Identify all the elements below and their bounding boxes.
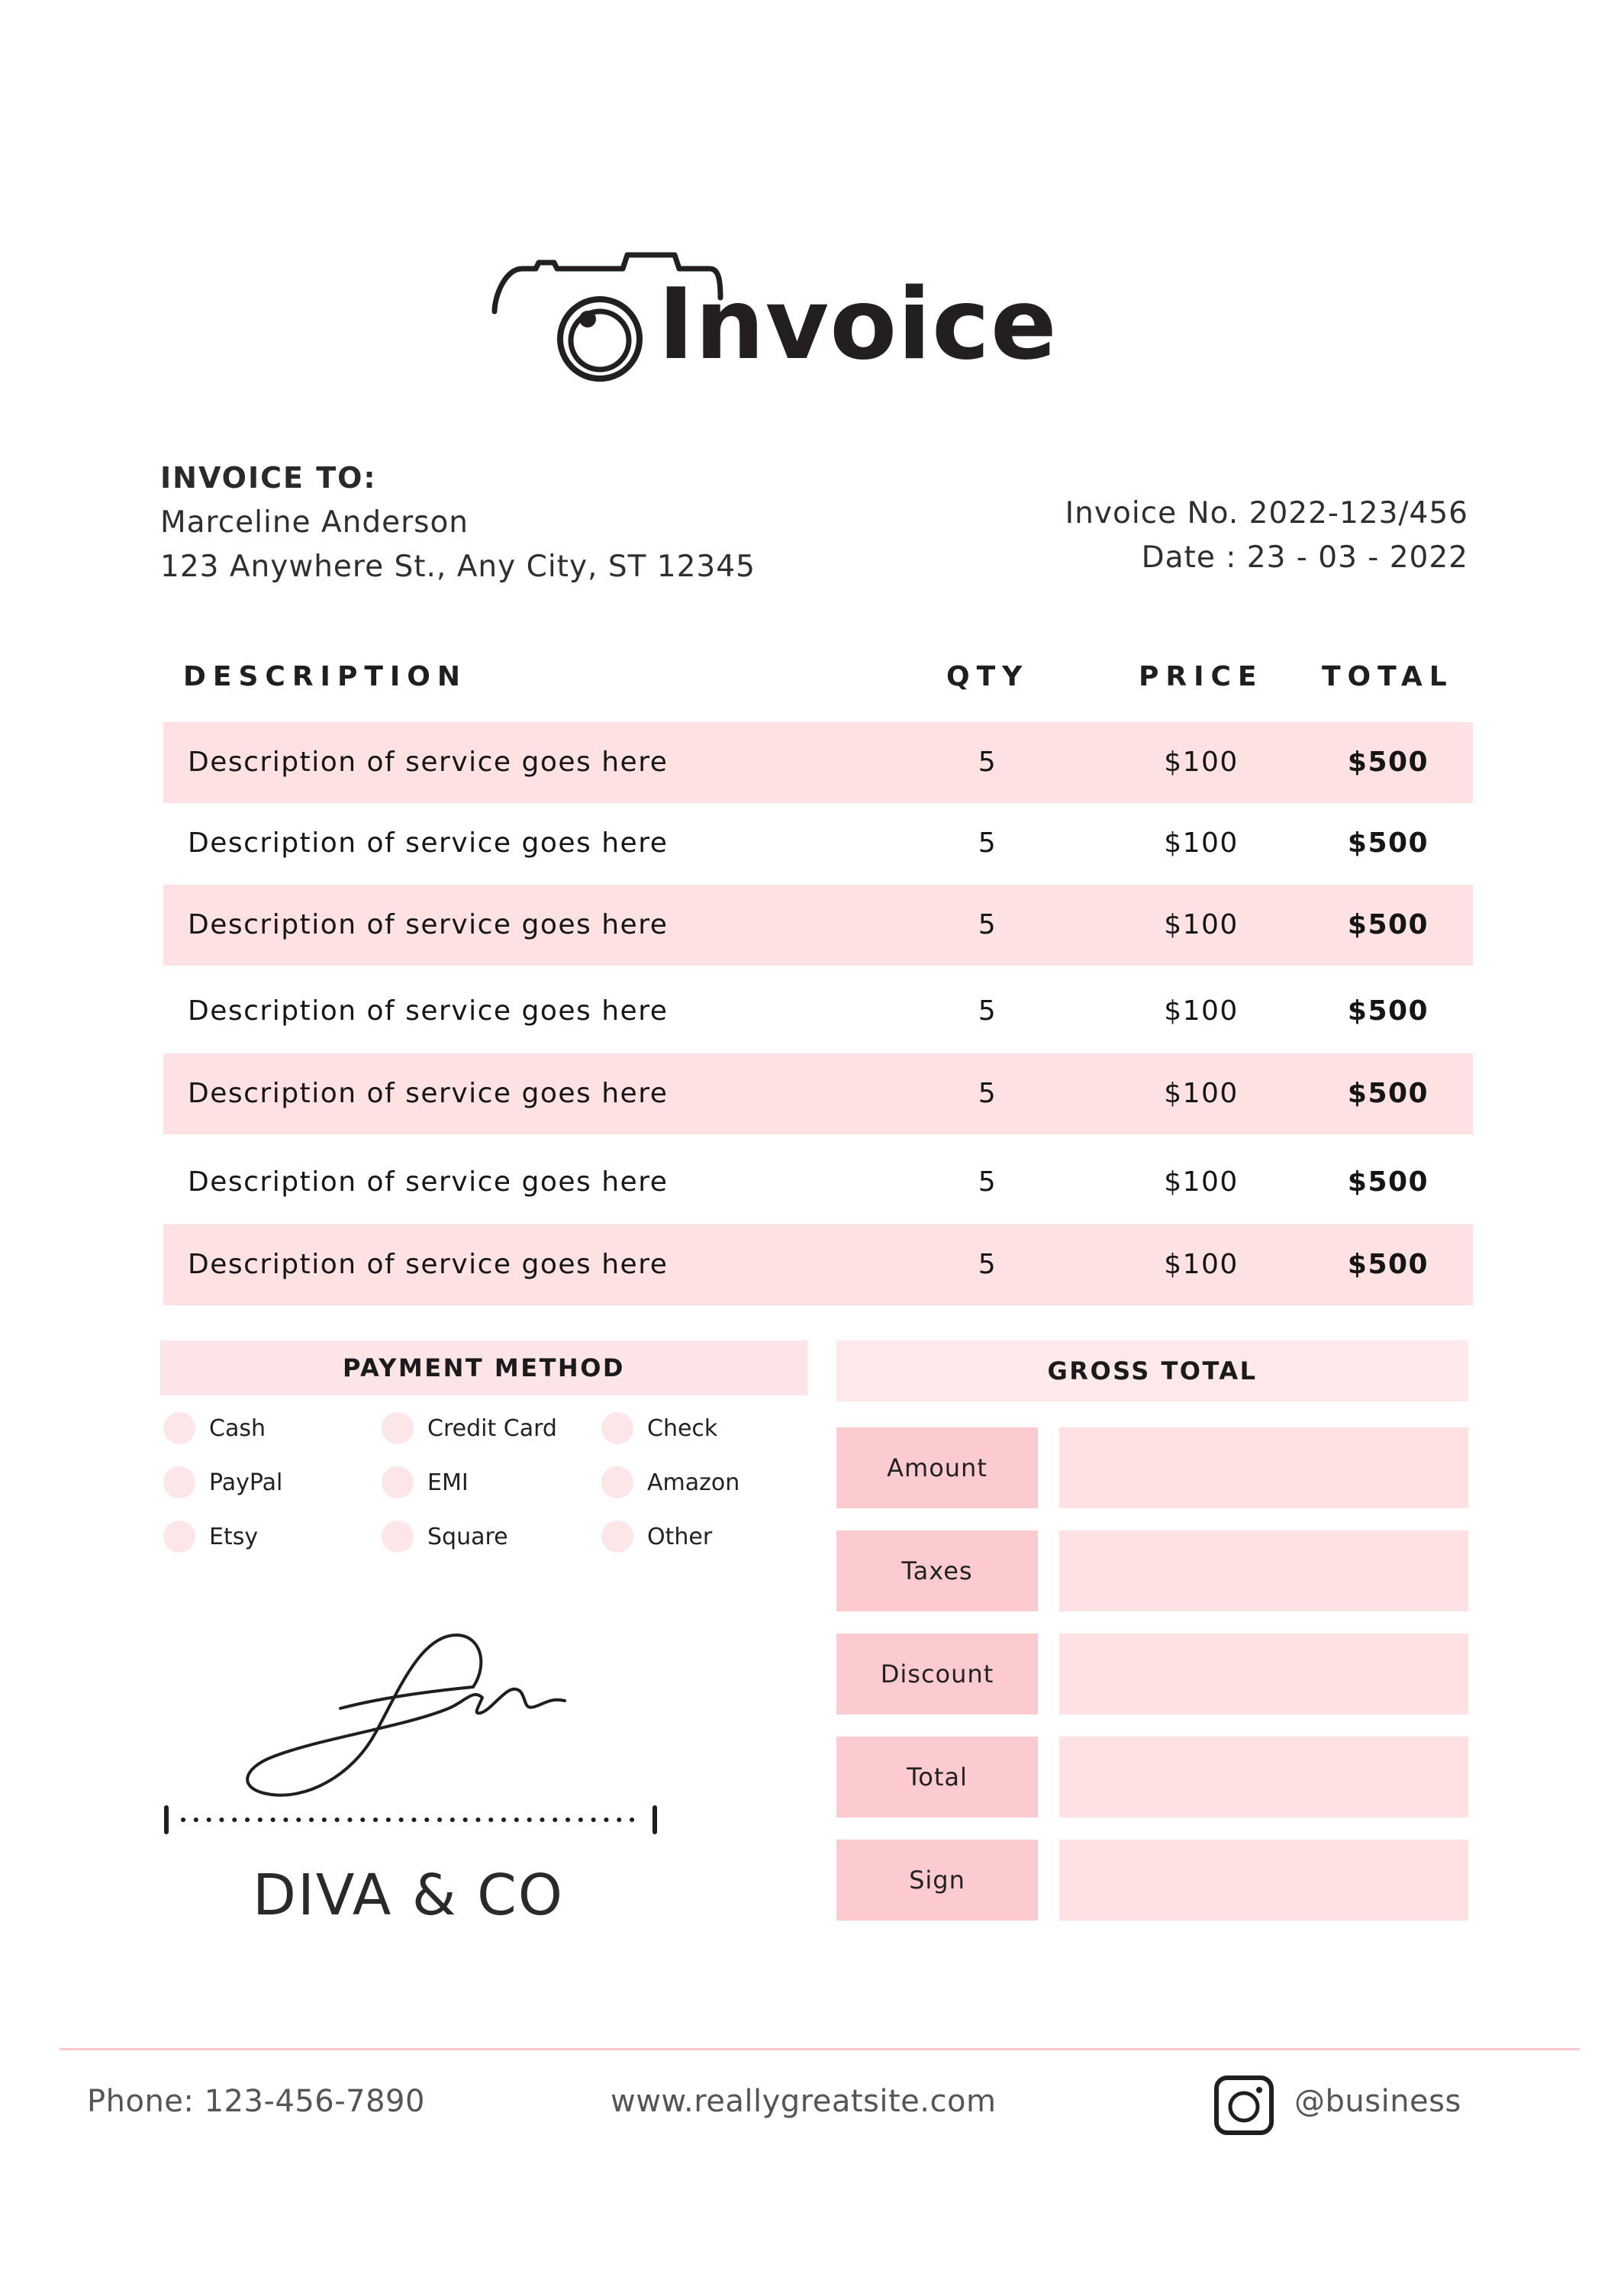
- header-description: DESCRIPTION: [183, 661, 468, 692]
- table-row: [163, 1224, 1473, 1305]
- payment-option-label: EMI: [427, 1469, 469, 1496]
- radio-circle[interactable]: [382, 1466, 414, 1498]
- payment-option-label: Check: [647, 1415, 718, 1442]
- payment-option-label: Etsy: [209, 1524, 259, 1550]
- payment-option-label: Amazon: [647, 1469, 740, 1496]
- header-price: PRICE: [1139, 661, 1264, 692]
- company-name: DIVA & CO: [253, 1863, 564, 1928]
- sign-label: Sign: [836, 1840, 1038, 1921]
- row-description: Description of service goes here: [188, 827, 669, 859]
- footer-phone: Phone: 123-456-7890: [87, 2084, 425, 2119]
- table-row: [163, 803, 1473, 884]
- row-total: $500: [1347, 827, 1429, 859]
- payment-option-label: Other: [647, 1524, 713, 1550]
- row-total: $500: [1347, 747, 1429, 778]
- row-total: $500: [1347, 909, 1429, 940]
- signature-area: [153, 1618, 687, 1847]
- taxes-label: Taxes: [836, 1530, 1038, 1611]
- signature-mark: [153, 1618, 687, 1847]
- payment-option-label: PayPal: [209, 1469, 283, 1496]
- discount-field[interactable]: [1059, 1634, 1468, 1714]
- amount-field[interactable]: [1059, 1427, 1468, 1508]
- row-description: Description of service goes here: [188, 747, 669, 778]
- amount-label: Amount: [836, 1427, 1038, 1508]
- row-qty: 5: [978, 909, 997, 940]
- instagram-icon: [1213, 2075, 1274, 2139]
- row-qty: 5: [978, 995, 997, 1027]
- radio-circle[interactable]: [382, 1521, 414, 1553]
- radio-circle[interactable]: [163, 1521, 195, 1553]
- header-total: TOTAL: [1322, 661, 1454, 692]
- row-qty: 5: [978, 1078, 997, 1109]
- row-price: $100: [1164, 1249, 1239, 1280]
- client-address: 123 Anywhere St., Any City, ST 12345: [160, 550, 756, 584]
- row-price: $100: [1164, 909, 1239, 940]
- row-total: $500: [1347, 1249, 1429, 1280]
- footer-social-handle[interactable]: @business: [1294, 2084, 1461, 2119]
- row-description: Description of service goes here: [188, 995, 669, 1027]
- invoice-title: Invoice: [658, 268, 1058, 382]
- row-qty: 5: [978, 827, 997, 859]
- discount-label: Discount: [836, 1634, 1038, 1714]
- row-description: Description of service goes here: [188, 1078, 669, 1109]
- table-row: [163, 971, 1473, 1052]
- row-total: $500: [1347, 1166, 1429, 1198]
- invoice-logo: [488, 250, 1058, 403]
- payment-method-header: PAYMENT METHOD: [160, 1340, 807, 1395]
- footer-divider: [60, 2048, 1580, 2050]
- table-row: [163, 1053, 1473, 1134]
- row-total: $500: [1347, 1078, 1429, 1109]
- footer-website[interactable]: www.reallygreatsite.com: [611, 2084, 997, 2119]
- invoice-to-label: INVOICE TO:: [160, 461, 377, 495]
- sign-field[interactable]: [1059, 1840, 1468, 1921]
- row-total: $500: [1347, 995, 1429, 1027]
- radio-circle[interactable]: [163, 1466, 195, 1498]
- row-price: $100: [1164, 1078, 1239, 1109]
- taxes-field[interactable]: [1059, 1530, 1468, 1611]
- table-row: [163, 1142, 1473, 1223]
- payment-option-label: Square: [427, 1524, 508, 1550]
- row-qty: 5: [978, 1249, 997, 1280]
- row-description: Description of service goes here: [188, 909, 669, 940]
- radio-circle[interactable]: [163, 1412, 195, 1444]
- table-row: [163, 885, 1473, 966]
- row-description: Description of service goes here: [188, 1166, 669, 1198]
- invoice-number: Invoice No. 2022-123/456: [1065, 496, 1468, 531]
- row-qty: 5: [978, 747, 997, 778]
- row-price: $100: [1164, 1166, 1239, 1198]
- total-label: Total: [836, 1737, 1038, 1817]
- total-field[interactable]: [1059, 1737, 1468, 1817]
- payment-option-label: Cash: [209, 1415, 266, 1442]
- radio-circle[interactable]: [382, 1412, 414, 1444]
- radio-circle[interactable]: [601, 1466, 633, 1498]
- client-name: Marceline Anderson: [160, 505, 469, 540]
- row-price: $100: [1164, 827, 1239, 859]
- radio-circle[interactable]: [601, 1412, 633, 1444]
- radio-circle[interactable]: [601, 1521, 633, 1553]
- payment-option-label: Credit Card: [427, 1415, 557, 1442]
- header-qty: QTY: [946, 661, 1030, 692]
- row-price: $100: [1164, 747, 1239, 778]
- table-row: [163, 722, 1473, 803]
- row-description: Description of service goes here: [188, 1249, 669, 1280]
- row-price: $100: [1164, 995, 1239, 1027]
- gross-total-header: GROSS TOTAL: [836, 1340, 1468, 1401]
- invoice-date: Date : 23 - 03 - 2022: [1141, 540, 1468, 575]
- row-qty: 5: [978, 1166, 997, 1198]
